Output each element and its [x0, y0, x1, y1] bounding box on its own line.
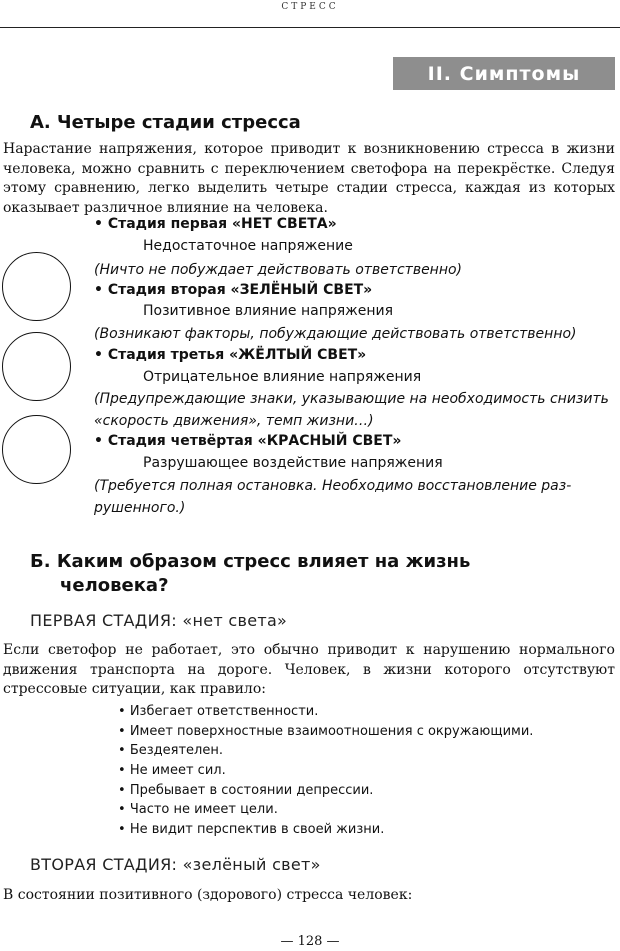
stage-description: Разрушающее воздействие напряжения — [143, 455, 443, 471]
stage-note-line: (Предупреждающие знаки, указывающие на необходимость снизить — [94, 391, 609, 407]
stage-title: • Стадия вторая «ЗЕЛЁНЫЙ СВЕТ» — [94, 282, 373, 298]
header-rule — [0, 27, 620, 28]
stage-description: Недостаточное напряжение — [143, 238, 353, 254]
list-item: • Не видит перспектив в своей жизни. — [118, 820, 533, 840]
section-a-heading: А. Четыре стадии стресса — [30, 112, 301, 133]
stage-title: • Стадия третья «ЖЁЛТЫЙ СВЕТ» — [94, 347, 367, 363]
stage1-subheading: ПЕРВАЯ СТАДИЯ: «нет света» — [30, 611, 288, 630]
list-item: • Пребывает в состоянии депрессии. — [118, 781, 533, 801]
stage1-paragraph — [3, 641, 615, 700]
stage-note-line: «скорость движения», темп жизни…) — [94, 413, 374, 429]
stage-note — [94, 388, 619, 432]
list-item: • Не имеет сил. — [118, 761, 533, 781]
section-a-intro — [3, 140, 615, 218]
paragraph-line: стрессовые ситуации, как правило: — [3, 681, 266, 697]
intro-line: человека, можно сравнить с переключением светофора на перекрёстке. Следуя — [3, 160, 615, 177]
stage1-bullet-list — [118, 702, 533, 840]
paragraph-line: Если светофор не работает, это обычно приводит к нарушению нормального — [3, 642, 615, 658]
stage-description: Отрицательное влияние напряжения — [143, 369, 422, 385]
traffic-light-circle — [2, 415, 71, 484]
stage2-paragraph: В состоянии позитивного (здорового) стресса человек: — [3, 887, 413, 903]
section-b-heading-line: человека? — [60, 575, 169, 596]
stage-note-line: рушенного.) — [94, 500, 186, 516]
list-item: • Часто не имеет цели. — [118, 800, 533, 820]
stage2-subheading: ВТОРАЯ СТАДИЯ: «зелёный свет» — [30, 855, 321, 874]
stage-note — [94, 475, 619, 519]
chapter-tag: II. Симптомы — [393, 57, 615, 90]
page-number: — 128 — — [280, 934, 340, 949]
stage-note-line: (Возникают факторы, побуждающие действовать ответственно) — [94, 326, 577, 342]
section-b-heading — [30, 550, 470, 598]
paragraph-line: движения транспорта на дороге. Человек, в жизни которого отсутствуют — [3, 661, 615, 678]
section-b-heading-line: Б. Каким образом стресс влияет на жизнь — [30, 551, 471, 572]
stage-title: • Стадия первая «НЕТ СВЕТА» — [94, 216, 337, 232]
list-item: • Избегает ответственности. — [118, 702, 533, 722]
stage-note — [94, 323, 619, 345]
intro-line: оказывает различное влияние на человека. — [3, 199, 328, 216]
running-head: СТРЕСС — [281, 2, 339, 12]
list-item: • Имеет поверхностные взаимоотношения с окружающими. — [118, 722, 533, 742]
list-item: • Бездеятелен. — [118, 741, 533, 761]
traffic-light-circle — [2, 332, 71, 401]
intro-line: этому сравнению, легко выделить четыре стадии стресса, каждая из которых — [3, 180, 615, 196]
stage-description: Позитивное влияние напряжения — [143, 303, 394, 319]
stage-note — [94, 259, 619, 281]
stage-title: • Стадия четвёртая «КРАСНЫЙ СВЕТ» — [94, 433, 402, 449]
traffic-light-circle — [2, 252, 71, 321]
stage-note-line: (Требуется полная остановка. Необходимо восстановление раз- — [94, 478, 572, 494]
stage-note-line: (Ничто не побуждает действовать ответственно) — [94, 262, 463, 278]
intro-line: Нарастание напряжения, которое приводит к возникновению стресса в жизни — [3, 141, 615, 157]
